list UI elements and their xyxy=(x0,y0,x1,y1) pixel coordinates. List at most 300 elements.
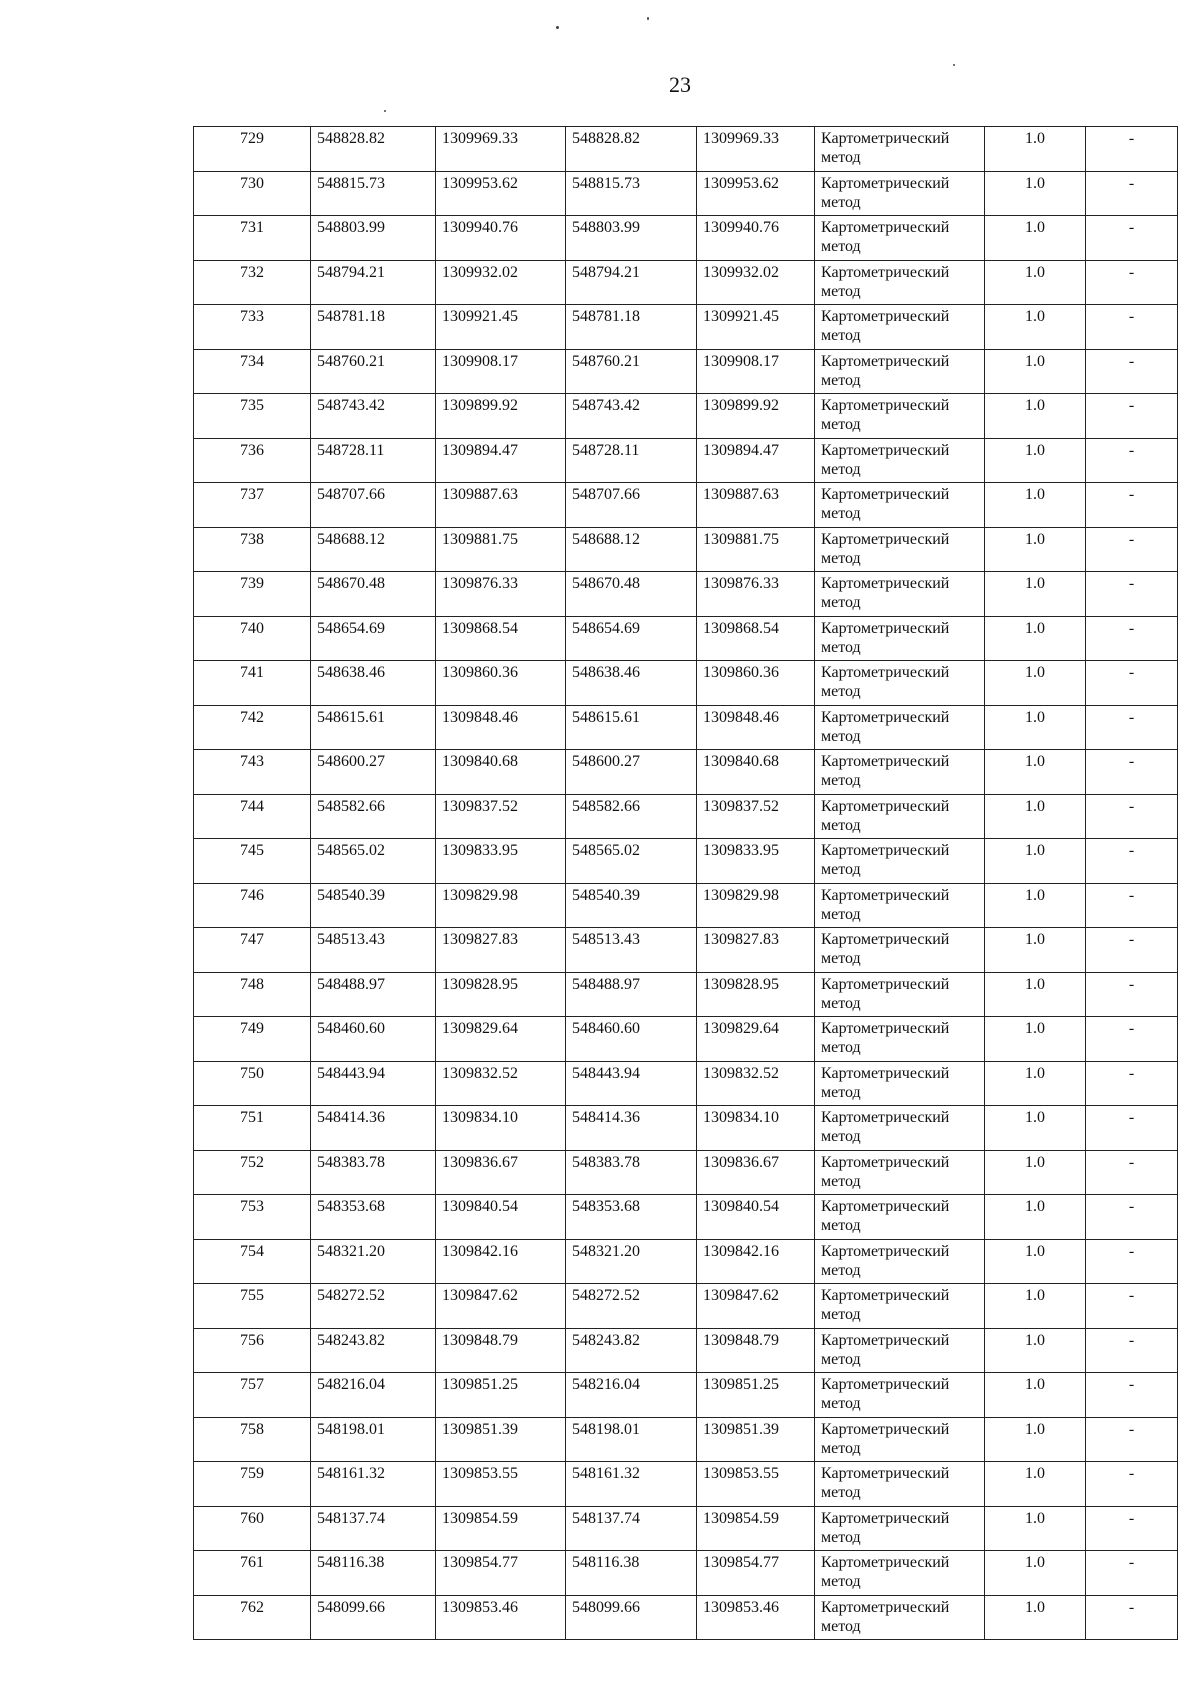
method-cell: Картометрический метод xyxy=(815,1373,985,1418)
y-refined-cell: 1309847.62 xyxy=(697,1284,815,1329)
x-refined-cell: 548670.48 xyxy=(566,572,697,617)
point-number-cell: 736 xyxy=(194,438,311,483)
table-row xyxy=(194,1595,1178,1640)
table-row xyxy=(194,305,1178,350)
table-row xyxy=(194,260,1178,305)
accuracy-cell: 1.0 xyxy=(985,216,1086,261)
point-number-cell: 759 xyxy=(194,1462,311,1507)
table-row xyxy=(194,1373,1178,1418)
method-cell: Картометрический метод xyxy=(815,972,985,1017)
accuracy-cell: 1.0 xyxy=(985,394,1086,439)
y-existing-cell: 1309921.45 xyxy=(436,305,566,350)
x-refined-cell: 548540.39 xyxy=(566,883,697,928)
table-row xyxy=(194,1417,1178,1462)
x-existing-cell: 548565.02 xyxy=(311,839,436,884)
accuracy-cell: 1.0 xyxy=(985,1462,1086,1507)
y-existing-cell: 1309868.54 xyxy=(436,616,566,661)
description-cell: - xyxy=(1086,616,1178,661)
description-cell: - xyxy=(1086,1417,1178,1462)
x-refined-cell: 548099.66 xyxy=(566,1595,697,1640)
point-number-cell: 741 xyxy=(194,661,311,706)
x-refined-cell: 548198.01 xyxy=(566,1417,697,1462)
y-existing-cell: 1309851.39 xyxy=(436,1417,566,1462)
point-number-cell: 762 xyxy=(194,1595,311,1640)
y-existing-cell: 1309834.10 xyxy=(436,1106,566,1151)
table-row xyxy=(194,794,1178,839)
table-row xyxy=(194,1328,1178,1373)
x-refined-cell: 548794.21 xyxy=(566,260,697,305)
method-cell: Картометрический метод xyxy=(815,1061,985,1106)
accuracy-cell: 1.0 xyxy=(985,1017,1086,1062)
method-cell: Картометрический метод xyxy=(815,1506,985,1551)
point-number-cell: 761 xyxy=(194,1551,311,1596)
description-cell: - xyxy=(1086,438,1178,483)
y-refined-cell: 1309853.55 xyxy=(697,1462,815,1507)
table-row xyxy=(194,349,1178,394)
y-refined-cell: 1309932.02 xyxy=(697,260,815,305)
x-refined-cell: 548760.21 xyxy=(566,349,697,394)
method-cell: Картометрический метод xyxy=(815,216,985,261)
point-number-cell: 744 xyxy=(194,794,311,839)
y-existing-cell: 1309894.47 xyxy=(436,438,566,483)
table-row xyxy=(194,572,1178,617)
y-refined-cell: 1309834.10 xyxy=(697,1106,815,1151)
accuracy-cell: 1.0 xyxy=(985,883,1086,928)
point-number-cell: 757 xyxy=(194,1373,311,1418)
table-row xyxy=(194,750,1178,795)
x-existing-cell: 548828.82 xyxy=(311,127,436,172)
table-body xyxy=(194,127,1178,1640)
description-cell: - xyxy=(1086,1373,1178,1418)
y-existing-cell: 1309840.68 xyxy=(436,750,566,795)
y-existing-cell: 1309899.92 xyxy=(436,394,566,439)
x-existing-cell: 548728.11 xyxy=(311,438,436,483)
description-cell: - xyxy=(1086,883,1178,928)
point-number-cell: 737 xyxy=(194,483,311,528)
y-existing-cell: 1309853.46 xyxy=(436,1595,566,1640)
accuracy-cell: 1.0 xyxy=(985,1595,1086,1640)
table-row xyxy=(194,1462,1178,1507)
table-row xyxy=(194,1061,1178,1106)
y-existing-cell: 1309876.33 xyxy=(436,572,566,617)
y-existing-cell: 1309842.16 xyxy=(436,1239,566,1284)
point-number-cell: 742 xyxy=(194,705,311,750)
x-existing-cell: 548803.99 xyxy=(311,216,436,261)
y-existing-cell: 1309848.46 xyxy=(436,705,566,750)
point-number-cell: 752 xyxy=(194,1150,311,1195)
method-cell: Картометрический метод xyxy=(815,127,985,172)
table-row xyxy=(194,839,1178,884)
accuracy-cell: 1.0 xyxy=(985,1551,1086,1596)
method-cell: Картометрический метод xyxy=(815,750,985,795)
point-number-cell: 753 xyxy=(194,1195,311,1240)
description-cell: - xyxy=(1086,928,1178,973)
description-cell: - xyxy=(1086,1106,1178,1151)
table-row xyxy=(194,1106,1178,1151)
accuracy-cell: 1.0 xyxy=(985,349,1086,394)
point-number-cell: 746 xyxy=(194,883,311,928)
y-refined-cell: 1309840.68 xyxy=(697,750,815,795)
point-number-cell: 754 xyxy=(194,1239,311,1284)
scan-speck xyxy=(647,17,649,20)
x-existing-cell: 548443.94 xyxy=(311,1061,436,1106)
x-refined-cell: 548243.82 xyxy=(566,1328,697,1373)
table-row xyxy=(194,438,1178,483)
accuracy-cell: 1.0 xyxy=(985,1506,1086,1551)
method-cell: Картометрический метод xyxy=(815,1106,985,1151)
accuracy-cell: 1.0 xyxy=(985,1150,1086,1195)
x-refined-cell: 548615.61 xyxy=(566,705,697,750)
scan-speck xyxy=(384,110,386,112)
point-number-cell: 760 xyxy=(194,1506,311,1551)
x-existing-cell: 548383.78 xyxy=(311,1150,436,1195)
x-existing-cell: 548414.36 xyxy=(311,1106,436,1151)
x-refined-cell: 548488.97 xyxy=(566,972,697,1017)
accuracy-cell: 1.0 xyxy=(985,1239,1086,1284)
accuracy-cell: 1.0 xyxy=(985,1373,1086,1418)
accuracy-cell: 1.0 xyxy=(985,794,1086,839)
x-existing-cell: 548600.27 xyxy=(311,750,436,795)
description-cell: - xyxy=(1086,483,1178,528)
x-existing-cell: 548137.74 xyxy=(311,1506,436,1551)
x-refined-cell: 548582.66 xyxy=(566,794,697,839)
method-cell: Картометрический метод xyxy=(815,171,985,216)
x-existing-cell: 548654.69 xyxy=(311,616,436,661)
x-refined-cell: 548743.42 xyxy=(566,394,697,439)
y-existing-cell: 1309827.83 xyxy=(436,928,566,973)
accuracy-cell: 1.0 xyxy=(985,616,1086,661)
point-number-cell: 735 xyxy=(194,394,311,439)
x-refined-cell: 548116.38 xyxy=(566,1551,697,1596)
y-refined-cell: 1309837.52 xyxy=(697,794,815,839)
x-refined-cell: 548728.11 xyxy=(566,438,697,483)
x-refined-cell: 548443.94 xyxy=(566,1061,697,1106)
y-refined-cell: 1309829.98 xyxy=(697,883,815,928)
description-cell: - xyxy=(1086,305,1178,350)
y-refined-cell: 1309851.25 xyxy=(697,1373,815,1418)
point-number-cell: 751 xyxy=(194,1106,311,1151)
method-cell: Картометрический метод xyxy=(815,794,985,839)
description-cell: - xyxy=(1086,527,1178,572)
x-existing-cell: 548815.73 xyxy=(311,171,436,216)
scan-speck xyxy=(953,64,955,66)
table-row xyxy=(194,483,1178,528)
point-number-cell: 749 xyxy=(194,1017,311,1062)
method-cell: Картометрический метод xyxy=(815,1195,985,1240)
y-existing-cell: 1309887.63 xyxy=(436,483,566,528)
description-cell: - xyxy=(1086,750,1178,795)
table-row xyxy=(194,1239,1178,1284)
accuracy-cell: 1.0 xyxy=(985,1328,1086,1373)
x-existing-cell: 548615.61 xyxy=(311,705,436,750)
y-existing-cell: 1309840.54 xyxy=(436,1195,566,1240)
y-refined-cell: 1309853.46 xyxy=(697,1595,815,1640)
x-refined-cell: 548321.20 xyxy=(566,1239,697,1284)
y-refined-cell: 1309969.33 xyxy=(697,127,815,172)
x-existing-cell: 548540.39 xyxy=(311,883,436,928)
y-existing-cell: 1309860.36 xyxy=(436,661,566,706)
description-cell: - xyxy=(1086,972,1178,1017)
y-existing-cell: 1309908.17 xyxy=(436,349,566,394)
table-row xyxy=(194,171,1178,216)
x-existing-cell: 548116.38 xyxy=(311,1551,436,1596)
description-cell: - xyxy=(1086,1506,1178,1551)
point-number-cell: 730 xyxy=(194,171,311,216)
accuracy-cell: 1.0 xyxy=(985,1284,1086,1329)
description-cell: - xyxy=(1086,216,1178,261)
x-existing-cell: 548099.66 xyxy=(311,1595,436,1640)
accuracy-cell: 1.0 xyxy=(985,1195,1086,1240)
page-number: 23 xyxy=(669,72,691,97)
accuracy-cell: 1.0 xyxy=(985,260,1086,305)
point-number-cell: 733 xyxy=(194,305,311,350)
x-refined-cell: 548638.46 xyxy=(566,661,697,706)
x-existing-cell: 548638.46 xyxy=(311,661,436,706)
table-row xyxy=(194,705,1178,750)
method-cell: Картометрический метод xyxy=(815,928,985,973)
point-number-cell: 745 xyxy=(194,839,311,884)
method-cell: Картометрический метод xyxy=(815,394,985,439)
description-cell: - xyxy=(1086,794,1178,839)
x-refined-cell: 548513.43 xyxy=(566,928,697,973)
table-row xyxy=(194,127,1178,172)
y-refined-cell: 1309848.46 xyxy=(697,705,815,750)
method-cell: Картометрический метод xyxy=(815,1328,985,1373)
x-existing-cell: 548216.04 xyxy=(311,1373,436,1418)
accuracy-cell: 1.0 xyxy=(985,705,1086,750)
table-row xyxy=(194,661,1178,706)
method-cell: Картометрический метод xyxy=(815,1462,985,1507)
y-existing-cell: 1309969.33 xyxy=(436,127,566,172)
accuracy-cell: 1.0 xyxy=(985,438,1086,483)
accuracy-cell: 1.0 xyxy=(985,750,1086,795)
coordinates-table xyxy=(193,126,1178,1640)
point-number-cell: 748 xyxy=(194,972,311,1017)
method-cell: Картометрический метод xyxy=(815,1017,985,1062)
description-cell: - xyxy=(1086,394,1178,439)
table-row xyxy=(194,216,1178,261)
point-number-cell: 739 xyxy=(194,572,311,617)
x-existing-cell: 548321.20 xyxy=(311,1239,436,1284)
description-cell: - xyxy=(1086,1328,1178,1373)
description-cell: - xyxy=(1086,127,1178,172)
description-cell: - xyxy=(1086,705,1178,750)
x-existing-cell: 548781.18 xyxy=(311,305,436,350)
accuracy-cell: 1.0 xyxy=(985,972,1086,1017)
y-refined-cell: 1309828.95 xyxy=(697,972,815,1017)
x-refined-cell: 548383.78 xyxy=(566,1150,697,1195)
method-cell: Картометрический метод xyxy=(815,572,985,617)
description-cell: - xyxy=(1086,260,1178,305)
point-number-cell: 734 xyxy=(194,349,311,394)
y-refined-cell: 1309899.92 xyxy=(697,394,815,439)
table-row xyxy=(194,972,1178,1017)
y-existing-cell: 1309853.55 xyxy=(436,1462,566,1507)
method-cell: Картометрический метод xyxy=(815,661,985,706)
x-refined-cell: 548707.66 xyxy=(566,483,697,528)
description-cell: - xyxy=(1086,572,1178,617)
table-row xyxy=(194,1017,1178,1062)
y-existing-cell: 1309847.62 xyxy=(436,1284,566,1329)
accuracy-cell: 1.0 xyxy=(985,171,1086,216)
y-refined-cell: 1309854.77 xyxy=(697,1551,815,1596)
table-row xyxy=(194,1551,1178,1596)
table-row xyxy=(194,616,1178,661)
method-cell: Картометрический метод xyxy=(815,705,985,750)
description-cell: - xyxy=(1086,171,1178,216)
method-cell: Картометрический метод xyxy=(815,349,985,394)
table-row xyxy=(194,928,1178,973)
y-refined-cell: 1309832.52 xyxy=(697,1061,815,1106)
x-refined-cell: 548815.73 xyxy=(566,171,697,216)
x-existing-cell: 548688.12 xyxy=(311,527,436,572)
x-existing-cell: 548582.66 xyxy=(311,794,436,839)
description-cell: - xyxy=(1086,1551,1178,1596)
point-number-cell: 755 xyxy=(194,1284,311,1329)
description-cell: - xyxy=(1086,1462,1178,1507)
point-number-cell: 731 xyxy=(194,216,311,261)
point-number-cell: 743 xyxy=(194,750,311,795)
x-refined-cell: 548803.99 xyxy=(566,216,697,261)
x-refined-cell: 548828.82 xyxy=(566,127,697,172)
y-refined-cell: 1309881.75 xyxy=(697,527,815,572)
description-cell: - xyxy=(1086,1239,1178,1284)
method-cell: Картометрический метод xyxy=(815,1595,985,1640)
description-cell: - xyxy=(1086,1595,1178,1640)
x-refined-cell: 548272.52 xyxy=(566,1284,697,1329)
point-number-cell: 729 xyxy=(194,127,311,172)
y-existing-cell: 1309832.52 xyxy=(436,1061,566,1106)
table-row xyxy=(194,883,1178,928)
scan-speck xyxy=(556,26,559,29)
x-existing-cell: 548743.42 xyxy=(311,394,436,439)
x-refined-cell: 548654.69 xyxy=(566,616,697,661)
accuracy-cell: 1.0 xyxy=(985,661,1086,706)
y-existing-cell: 1309881.75 xyxy=(436,527,566,572)
x-refined-cell: 548414.36 xyxy=(566,1106,697,1151)
x-existing-cell: 548670.48 xyxy=(311,572,436,617)
accuracy-cell: 1.0 xyxy=(985,127,1086,172)
description-cell: - xyxy=(1086,1195,1178,1240)
table-row xyxy=(194,527,1178,572)
description-cell: - xyxy=(1086,1150,1178,1195)
y-existing-cell: 1309851.25 xyxy=(436,1373,566,1418)
method-cell: Картометрический метод xyxy=(815,839,985,884)
point-number-cell: 747 xyxy=(194,928,311,973)
x-existing-cell: 548513.43 xyxy=(311,928,436,973)
accuracy-cell: 1.0 xyxy=(985,527,1086,572)
y-refined-cell: 1309836.67 xyxy=(697,1150,815,1195)
accuracy-cell: 1.0 xyxy=(985,483,1086,528)
x-existing-cell: 548198.01 xyxy=(311,1417,436,1462)
x-existing-cell: 548353.68 xyxy=(311,1195,436,1240)
y-refined-cell: 1309876.33 xyxy=(697,572,815,617)
point-number-cell: 738 xyxy=(194,527,311,572)
y-existing-cell: 1309829.64 xyxy=(436,1017,566,1062)
x-refined-cell: 548600.27 xyxy=(566,750,697,795)
accuracy-cell: 1.0 xyxy=(985,839,1086,884)
point-number-cell: 732 xyxy=(194,260,311,305)
y-existing-cell: 1309836.67 xyxy=(436,1150,566,1195)
y-refined-cell: 1309868.54 xyxy=(697,616,815,661)
method-cell: Картометрический метод xyxy=(815,1284,985,1329)
y-refined-cell: 1309887.63 xyxy=(697,483,815,528)
y-existing-cell: 1309848.79 xyxy=(436,1328,566,1373)
y-refined-cell: 1309940.76 xyxy=(697,216,815,261)
table-row xyxy=(194,1195,1178,1240)
y-refined-cell: 1309894.47 xyxy=(697,438,815,483)
x-existing-cell: 548760.21 xyxy=(311,349,436,394)
x-existing-cell: 548161.32 xyxy=(311,1462,436,1507)
method-cell: Картометрический метод xyxy=(815,305,985,350)
method-cell: Картометрический метод xyxy=(815,1150,985,1195)
y-refined-cell: 1309854.59 xyxy=(697,1506,815,1551)
description-cell: - xyxy=(1086,1284,1178,1329)
y-existing-cell: 1309833.95 xyxy=(436,839,566,884)
x-refined-cell: 548216.04 xyxy=(566,1373,697,1418)
y-existing-cell: 1309932.02 xyxy=(436,260,566,305)
table-row xyxy=(194,394,1178,439)
x-refined-cell: 548460.60 xyxy=(566,1017,697,1062)
x-refined-cell: 548688.12 xyxy=(566,527,697,572)
x-refined-cell: 548137.74 xyxy=(566,1506,697,1551)
x-existing-cell: 548488.97 xyxy=(311,972,436,1017)
y-refined-cell: 1309851.39 xyxy=(697,1417,815,1462)
y-existing-cell: 1309854.77 xyxy=(436,1551,566,1596)
x-existing-cell: 548707.66 xyxy=(311,483,436,528)
description-cell: - xyxy=(1086,1061,1178,1106)
point-number-cell: 756 xyxy=(194,1328,311,1373)
description-cell: - xyxy=(1086,349,1178,394)
y-refined-cell: 1309953.62 xyxy=(697,171,815,216)
y-existing-cell: 1309837.52 xyxy=(436,794,566,839)
y-existing-cell: 1309940.76 xyxy=(436,216,566,261)
y-refined-cell: 1309848.79 xyxy=(697,1328,815,1373)
x-refined-cell: 548781.18 xyxy=(566,305,697,350)
y-existing-cell: 1309829.98 xyxy=(436,883,566,928)
method-cell: Картометрический метод xyxy=(815,1551,985,1596)
accuracy-cell: 1.0 xyxy=(985,572,1086,617)
y-existing-cell: 1309953.62 xyxy=(436,171,566,216)
description-cell: - xyxy=(1086,1017,1178,1062)
accuracy-cell: 1.0 xyxy=(985,305,1086,350)
y-existing-cell: 1309828.95 xyxy=(436,972,566,1017)
table-row xyxy=(194,1506,1178,1551)
table-row xyxy=(194,1284,1178,1329)
point-number-cell: 740 xyxy=(194,616,311,661)
accuracy-cell: 1.0 xyxy=(985,1417,1086,1462)
x-existing-cell: 548460.60 xyxy=(311,1017,436,1062)
y-refined-cell: 1309842.16 xyxy=(697,1239,815,1284)
method-cell: Картометрический метод xyxy=(815,883,985,928)
description-cell: - xyxy=(1086,661,1178,706)
method-cell: Картометрический метод xyxy=(815,483,985,528)
y-refined-cell: 1309921.45 xyxy=(697,305,815,350)
description-cell: - xyxy=(1086,839,1178,884)
point-number-cell: 758 xyxy=(194,1417,311,1462)
method-cell: Картометрический метод xyxy=(815,616,985,661)
y-refined-cell: 1309840.54 xyxy=(697,1195,815,1240)
x-refined-cell: 548161.32 xyxy=(566,1462,697,1507)
accuracy-cell: 1.0 xyxy=(985,1106,1086,1151)
y-refined-cell: 1309908.17 xyxy=(697,349,815,394)
accuracy-cell: 1.0 xyxy=(985,1061,1086,1106)
y-refined-cell: 1309827.83 xyxy=(697,928,815,973)
table-row xyxy=(194,1150,1178,1195)
method-cell: Картометрический метод xyxy=(815,527,985,572)
method-cell: Картометрический метод xyxy=(815,438,985,483)
method-cell: Картометрический метод xyxy=(815,1239,985,1284)
